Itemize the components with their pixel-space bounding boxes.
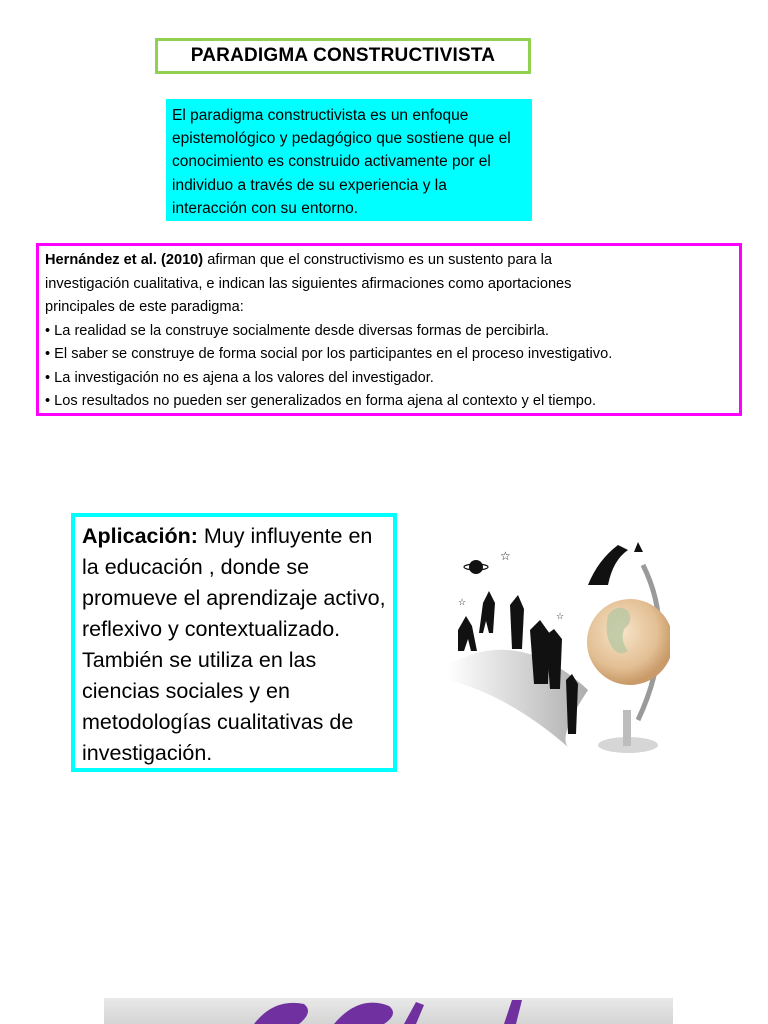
application-label: Aplicación: (82, 524, 198, 548)
application-box (71, 513, 397, 772)
figure-silhouette (510, 595, 524, 649)
bird-icon (634, 542, 643, 552)
banner-letter-shape (334, 1003, 393, 1024)
bottom-banner (104, 998, 673, 1024)
banner-letter-shape (254, 1003, 308, 1024)
figure-silhouette (566, 674, 578, 734)
star-icon: ☆ (556, 612, 565, 622)
page-title-text: PARADIGMA CONSTRUCTIVISTA (190, 45, 496, 66)
globe-stand (623, 710, 631, 746)
authors-line-1 (45, 249, 733, 273)
planet-icon (469, 560, 483, 574)
page-title (155, 38, 531, 74)
globe-evolution-illustration (438, 515, 670, 777)
ape-silhouette (458, 616, 477, 651)
illustration-svg (438, 515, 670, 777)
authors-bullet-1: • La realidad se la construye socialmente desde diversas formas de percibirla. (45, 322, 549, 339)
banner-letter-shape (504, 1000, 522, 1024)
authors-line-2: investigación cualitativa, e indican las siguientes afirmaciones como aportaciones (45, 275, 572, 292)
definition-box (166, 99, 532, 221)
authors-line-1-text: afirman que el constructivismo es un sustento para la (203, 252, 552, 268)
human-silhouette (479, 591, 495, 633)
hand-silhouette (588, 545, 628, 585)
authors-bullet-3: • La investigación no es ajena a los valores del investigador. (45, 369, 434, 386)
star-icon: ☆ (500, 549, 511, 563)
star-icon: ☆ (458, 598, 467, 608)
authors-box (36, 243, 742, 416)
authors-citation: Hernández et al. (2010) (45, 252, 204, 268)
definition-text: El paradigma constructivista es un enfoque epistemológico y pedagógico que sostiene que el conocimiento es construido activamente por el individuo a través de su experiencia y la interacción con su entorno. (172, 107, 511, 217)
banner-art (104, 998, 673, 1024)
authors-bullet-2: • El saber se construye de forma social por los participantes en el proceso investigativo. (45, 346, 613, 362)
authors-line-3: principales de este paradigma: (45, 299, 244, 315)
application-text: Muy influyente en la educación , donde se promueve el aprendizaje activo, reflexivo y contextualizado. También se utiliza en las ciencias sociales y en metodologías cualitativas de investigación. (82, 524, 386, 765)
authors-bullet-4: • Los resultados no pueden ser generalizados en forma ajena al contexto y el tiempo. (45, 393, 597, 409)
banner-letter-shape (404, 1002, 424, 1024)
